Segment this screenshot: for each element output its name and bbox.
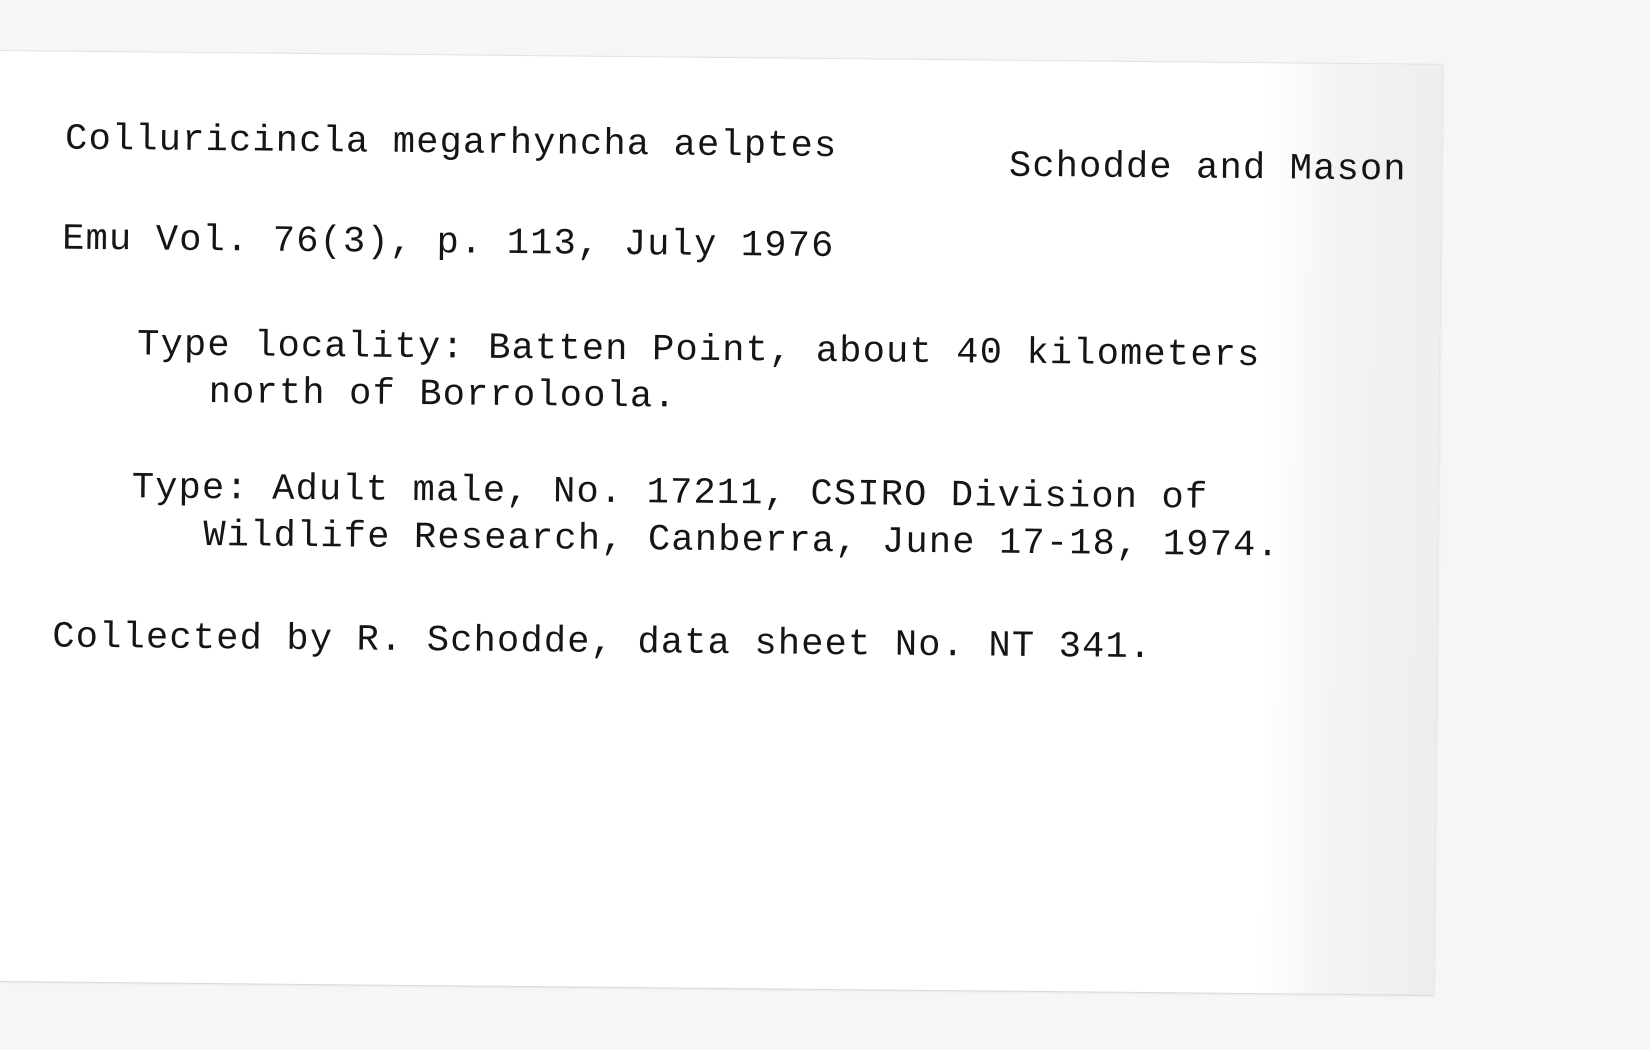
citation: Emu Vol. 76(3), p. 113, July 1976 [61, 218, 835, 269]
index-card [0, 50, 1443, 996]
type-specimen-line-1: Type: Adult male, No. 17211, CSIRO Division of [131, 467, 1209, 520]
authors: Schodde and Mason [1008, 145, 1407, 192]
collector-line: Collected by R. Schodde, data sheet No. NT 341. [52, 616, 1153, 670]
type-locality-line-2: north of Borroloola. [208, 372, 677, 419]
type-locality-line-1: Type locality: Batten Point, about 40 kilometers [136, 324, 1261, 378]
species-name: Colluricincla megarhyncha aelptes [64, 118, 838, 169]
type-specimen-line-2: Wildlife Research, Canberra, June 17-18, 1974. [203, 514, 1281, 568]
